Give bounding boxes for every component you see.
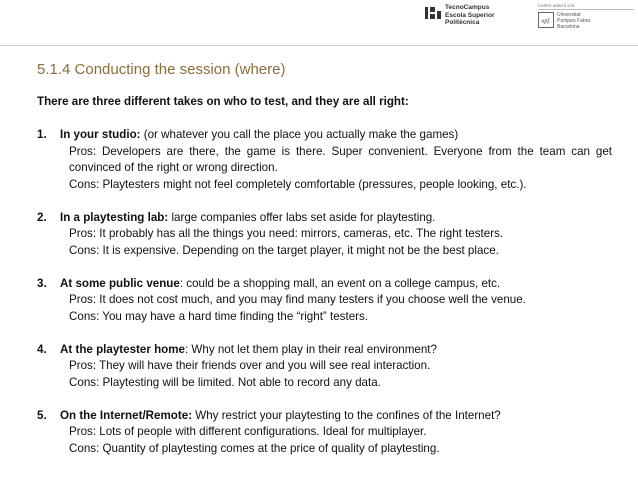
upf-mark: upf. [541, 18, 551, 25]
list-item [37, 127, 612, 193]
item-heading [37, 276, 612, 293]
item-lead: On the Internet/Remote: [60, 408, 193, 422]
item-cons: Cons: Quantity of playtesting comes at the price of quality of playtesting. [69, 441, 440, 455]
item-pros: Pros: Lots of people with different configurations. Ideal for multiplayer. [69, 425, 427, 438]
item-rest: : Why not let them play in their real environment? [184, 342, 437, 356]
header-divider [0, 45, 638, 46]
upf-logo-icon [538, 12, 554, 28]
affiliation-label: Centre adscrit a la [538, 3, 575, 8]
item-number: 3. [37, 276, 47, 290]
item-lead: At the playtester home [60, 342, 185, 356]
tecnocampus-logo-icon [425, 5, 441, 21]
item-pros: Pros: It does not cost much, and you may find many testers if you choose well the venue. [69, 293, 526, 306]
item-rest: (or whatever you call the place you actually make the games) [140, 128, 459, 141]
page-title: 5.1.4 Conducting the session (where) [37, 61, 286, 78]
item-text [60, 408, 501, 425]
item-lead: In your studio: [60, 128, 141, 141]
item-text [60, 276, 500, 293]
tc-line: Politècnica [445, 19, 480, 26]
tc-line: Escola Superior [445, 11, 495, 19]
item-pros: Pros: It probably has all the things you need: mirrors, cameras, etc. The right testers. [69, 227, 504, 240]
slide-body [37, 94, 612, 457]
item-cons: Cons: Playtesting will be limited. Not able to record any data. [69, 375, 381, 389]
list-item [37, 210, 612, 260]
item-rest: Why restrict your playtesting to the confines of the Internet? [192, 408, 501, 422]
list-item [37, 276, 612, 326]
intro-text: There are three different takes on who to test, and they are all right: [37, 95, 409, 108]
upf-line: Pompeu Fabra [557, 18, 591, 24]
upf-line: Barcelona [557, 24, 580, 30]
item-text [60, 127, 458, 144]
item-text [60, 342, 437, 359]
tecnocampus-name [445, 4, 495, 27]
header [0, 0, 638, 45]
list-item [37, 408, 612, 458]
item-cons: Cons: It is expensive. Depending on the target player, it might not be the best place. [69, 243, 499, 257]
item-number: 1. [37, 128, 47, 141]
item-heading [37, 210, 612, 227]
tc-line: TecnoCampus [445, 4, 490, 11]
item-heading [37, 342, 612, 359]
item-number: 5. [37, 408, 47, 422]
item-pros: Pros: They will have their friends over and you will see real interaction. [69, 359, 431, 372]
affiliation-divider [538, 9, 634, 10]
item-lead: At some public venue [60, 276, 180, 290]
list-item [37, 342, 612, 392]
item-pros: Pros: Developers are there, the game is there. Super convenient. Everyone from the team can get convinced of the right or wrong direction. [69, 144, 612, 174]
item-rest: large companies offer labs set aside for playtesting. [168, 210, 436, 224]
item-cons: Cons: Playtesters might not feel completely comfortable (pressures, people looking, etc.). [69, 177, 527, 191]
item-heading [37, 408, 612, 425]
item-rest: : could be a shopping mall, an event on a college campus, etc. [179, 276, 501, 290]
item-number: 2. [37, 210, 47, 224]
item-lead: In a playtesting lab: [60, 210, 169, 224]
upf-name [557, 12, 590, 30]
item-cons: Cons: You may have a hard time finding the “right” testers. [69, 309, 369, 323]
upf-line: Universitat [557, 12, 581, 18]
item-text [60, 210, 435, 227]
item-heading [37, 127, 612, 144]
item-number: 4. [37, 342, 47, 356]
